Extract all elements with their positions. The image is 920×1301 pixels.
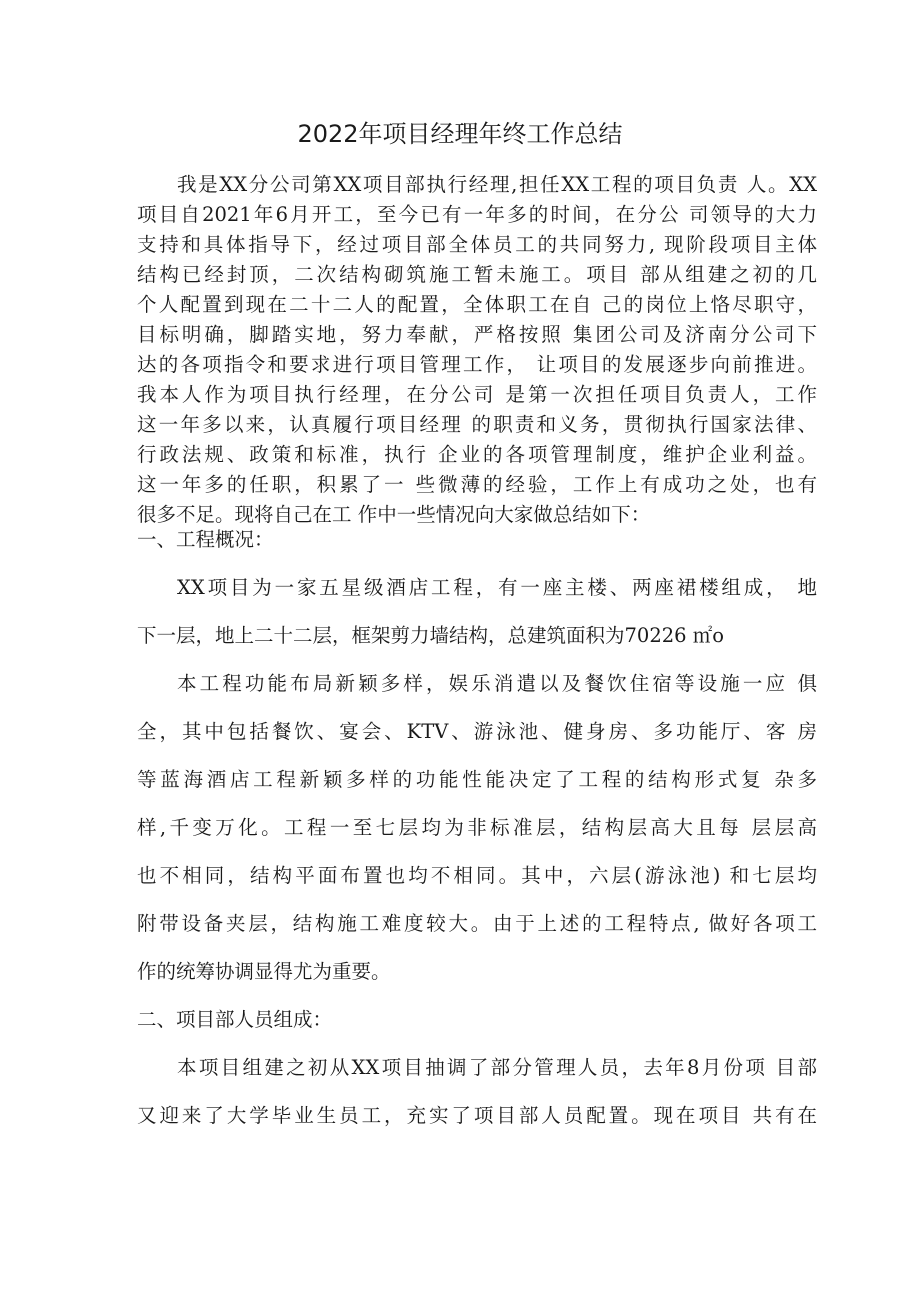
text-line: 附带设备夹层，结构施工难度较大。由于上述的工程特点, 做好各项工 xyxy=(137,912,817,935)
section2-paragraph-1 xyxy=(137,1044,817,1140)
text-line: 我本人作为项目执行经理，在分公司 是第一次担任项目负责人，工作 xyxy=(137,383,817,406)
text-line: 目标明确，脚踏实地，努力奉献，严格按照 集团公司及济南分公司下 xyxy=(137,323,817,346)
text-line: 作的统筹协调显得尤为重要。 xyxy=(137,960,391,983)
text-line: 达的各项指令和要求进行项目管理工作， 让项目的发展逐步向前推进。 xyxy=(137,353,817,376)
text-line: 又迎来了大学毕业生员工，充实了项目部人员配置。现在项目 共有在 xyxy=(137,1104,817,1127)
section-heading-project-overview: 一、工程概况： xyxy=(137,528,274,551)
text-line: 结构已经封顶，二次结构砌筑施工暂未施工。项目 部从组建之初的几 xyxy=(137,263,817,286)
text-line: 样,千变万化。工程一至七层均为非标准层，结构层高大且每 层层高 xyxy=(137,816,817,839)
document-title: 2022年项目经理年终工作总结 xyxy=(297,120,623,148)
text-line: XX项目为一家五星级酒店工程，有一座主楼、两座裙楼组成， 地 xyxy=(177,576,817,599)
intro-paragraph xyxy=(137,170,817,530)
text-line: 这一年多的任职，积累了一 些微薄的经验，工作上有成功之处，也有 xyxy=(137,473,817,496)
section1-paragraph-2 xyxy=(137,660,817,996)
text-line: 很多不足。现将自己在工 作中一些情况向大家做总结如下： xyxy=(137,503,651,526)
text-line: 本项目组建之初从XX项目抽调了部分管理人员，去年8月份项 目部 xyxy=(177,1056,817,1079)
text-line: 也不相同，结构平面布置也均不相同。其中，六层(游泳池) 和七层均 xyxy=(137,864,817,887)
text-line: 下一层，地上二十二层，框架剪力墙结构，总建筑面积为70226 ㎡o xyxy=(137,624,724,647)
text-line: 支持和具体指导下，经过项目部全体员工的共同努力, 现阶段项目主体 xyxy=(137,233,817,256)
document-body xyxy=(137,516,817,1140)
text-line: 这一年多以来，认真履行项目经理 的职责和义务，贯彻执行国家法律、 xyxy=(137,413,817,436)
text-line: 个人配置到现在二十二人的配置，全体职工在自 己的岗位上恪尽职守， xyxy=(137,293,817,316)
section-heading-staff-composition: 二、项目部人员组成： xyxy=(137,1008,333,1031)
text-line: 全，其中包括餐饮、宴会、KTV、游泳池、健身房、多功能厅、客 房 xyxy=(137,720,817,743)
text-line: 我是XX分公司第XX项目部执行经理,担任XX工程的项目负责 人。XX xyxy=(177,173,817,196)
text-line: 本工程功能布局新颖多样，娱乐消遣以及餐饮住宿等设施一应 俱 xyxy=(177,672,817,695)
text-line: 等蓝海酒店工程新颖多样的功能性能决定了工程的结构形式复 杂多 xyxy=(137,768,817,791)
section1-paragraph-1 xyxy=(137,564,817,660)
text-line: 行政法规、政策和标准，执行 企业的各项管理制度，维护企业利益。 xyxy=(137,443,817,466)
text-line: 项目自2021年6月开工，至今已有一年多的时间，在分公 司领导的大力 xyxy=(137,203,817,226)
